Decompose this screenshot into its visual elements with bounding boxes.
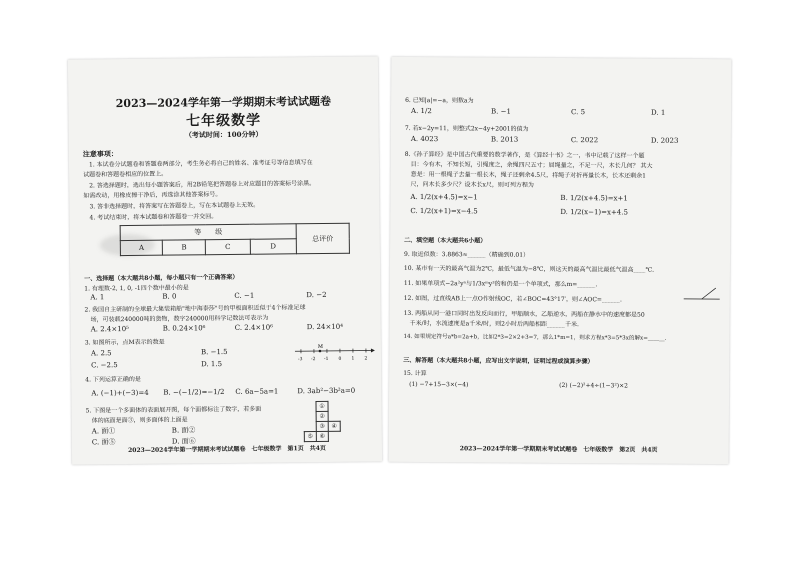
- grade-header: 等 级: [120, 224, 296, 241]
- fill-question-13-line2: 千米/时，水流速度是a千米/时，则2小时后两船相距______千米.: [409, 319, 579, 329]
- page-1-footer: 2023—2024学年第一学期期末考试试题卷 七年级数学 第1页 共4页: [128, 444, 326, 455]
- net-face-2: ②: [316, 411, 328, 421]
- question-8-line: 尺，问木长多少尺？设木长x尺，则可列方程为: [410, 180, 534, 189]
- question-3-stem: 3. 如图所示，点M表示的数是: [84, 338, 165, 347]
- notice-line: 如需改动，用橡皮擦干净后，再选涂其他答案标号。: [83, 191, 222, 200]
- fill-question-9: 9. 取近似数：3.8863≈______（精确到0.01）: [404, 250, 530, 259]
- q5-option-a: A. 面①: [91, 427, 116, 436]
- grade-table: [120, 223, 350, 256]
- q4-option-b: B. −(−1/2)=−1/2: [163, 388, 225, 397]
- exam-page-1: [68, 56, 382, 464]
- page-2-footer: 2023—2024学年第一学期期末考试试题卷 七年级数学 第2页 共4页: [459, 445, 658, 454]
- question-2-stem-line2: 场，可装载240000吨的货物，数字240000用科学记数法可表示为: [90, 314, 269, 324]
- point-m: [319, 350, 322, 353]
- net-face-6: ⑥: [316, 431, 328, 441]
- grade-level-c: C: [206, 239, 251, 254]
- q2-option-a: A. 2.4×10⁵: [90, 325, 129, 334]
- q3-option-b: B. −1.5: [200, 347, 228, 357]
- q3-option-d: D. 1.5: [201, 360, 223, 369]
- q6-option-d: D. 1: [651, 108, 666, 117]
- q1-option-d: D. −2: [306, 290, 327, 300]
- q8-option-d: D. 1/2(x−1)=x+4.5: [560, 208, 628, 217]
- question-8-stem: 8.《孙子算经》是中国古代重要的数学著作，是《算经十书》之一，书中记载了这样一个题: [404, 150, 645, 160]
- q4-option-d: D. 3ab²−3b²a=0: [297, 386, 356, 396]
- fill-question-10: 10. 某市有一天的最高气温为2℃，最低气温为−8℃，则这天的最高气温比最低气温高____℃.: [403, 264, 655, 274]
- section-choice-heading: 一、选择题（本大题共8小题，每小题只有一个正确答案）: [84, 273, 239, 283]
- net-face-4: ④: [328, 421, 340, 431]
- q6-option-b: B. −1: [491, 107, 511, 116]
- exam-page-2: [389, 57, 732, 464]
- question-15-part-1: (1) −7+15−3×(−4): [409, 380, 469, 389]
- net-face-5: ⑤: [304, 432, 316, 442]
- question-8-line: 意是：用一根绳子去量一根长木，绳子还剩余4.5尺，将绳子对折再量长木，长木还剩余1: [410, 170, 646, 180]
- q7-option-b: B. 2013: [490, 135, 519, 144]
- q6-option-a: A. 1/2: [411, 106, 432, 116]
- fill-question-12: 12. 如图，过直线AB上一点O作射线OC，若∠BOC=43°17′，则∠AOC=______.: [403, 294, 622, 304]
- q7-option-c: C. 2022: [570, 136, 599, 145]
- question-1-stem: 1. 有理数-2, 1, 0, -1四个数中最小的是: [84, 284, 189, 293]
- notice-heading: 注意事项：: [82, 149, 118, 159]
- question-15-part-2: (2) (−2)²+4÷(1−3²)×2: [559, 381, 628, 390]
- grade-level-d: D: [250, 239, 297, 254]
- q8-option-a: A. 1/2(x+4.5)=x−1: [410, 192, 478, 202]
- tick-label: -1: [324, 356, 329, 362]
- q1-option-b: B. 0: [162, 292, 177, 301]
- tick-label: -3: [298, 357, 303, 363]
- q3-option-c: C. −2.5: [91, 361, 118, 370]
- q8-option-b: B. 1/2(x+4.5)=x+1: [560, 194, 628, 203]
- fill-question-14: 14. 如果规定符号a*b=2a+b，比如2*3=2×2+3=7，那么1*m=1，则求方程x*3=5*3x的解x=______.: [403, 333, 667, 342]
- notice-line: 4. 考试结束时，将本试题卷和答题卷一并交回。: [89, 213, 218, 222]
- tick-label: 1: [351, 356, 355, 362]
- q8-option-c: C. 1/2(x+1)=x−4.5: [410, 206, 478, 216]
- question-5-stem-line2: 体的底面是面③，则多面体的上面是: [91, 416, 188, 425]
- question-5-stem: 5. 下图是一个多面体的表面展开图，每个面都标注了数字，若多面: [85, 405, 262, 415]
- q4-option-a: A. (−1)+(−3)=4: [91, 388, 149, 398]
- question-7-stem: 7. 若x−2y=11，则整式2x−4y+2001的值为: [404, 124, 529, 133]
- fill-question-11: 11. 如果单项式−2a²yⁿ与1/3xᵐy³的和仍是一个单项式，那么m=______.: [403, 279, 598, 289]
- subject-title: 七年级数学: [185, 112, 262, 130]
- number-line-arrow: [371, 348, 375, 352]
- angle-figure: [682, 285, 722, 303]
- tick-label: 2: [364, 356, 368, 362]
- net-face-1: ①: [316, 401, 328, 411]
- q5-option-c: C. 面⑤: [91, 438, 116, 447]
- q4-option-c: C. 6a−5a=1: [235, 387, 279, 396]
- q5-option-b: B. 面②: [171, 426, 196, 435]
- q2-option-c: C. 2.4×10⁶: [234, 323, 274, 332]
- tick-label: 0: [338, 356, 342, 362]
- question-15-stem: 15. 计算: [403, 369, 427, 378]
- question-2-stem: 2. 我国自主研制的全球最大集装箱船"地中海泰莎"号的甲板面积近似于4个标准足球: [84, 304, 306, 314]
- ray-oc: [702, 288, 716, 299]
- q1-option-c: C. −1: [234, 291, 255, 300]
- point-m-label: M: [317, 343, 324, 351]
- notice-line: 试题卷和答题卷相应的位置上。: [83, 170, 168, 179]
- cube-net-figure: [303, 401, 340, 442]
- notice-line: 2. 答选择题时，选出每小题答案后，用2B铅笔把答题卷上对应题目的答案标号涂黑。: [89, 180, 316, 190]
- q7-option-a: A. 4023: [410, 134, 439, 144]
- grade-level-b: B: [163, 240, 206, 255]
- notice-line: 3. 答非选择题时，将答案写在答题卷上，写在本试题卷上无效。: [89, 201, 260, 211]
- section-solve-heading: 三、解答题（本大题共8小题，应写出文字说明，证明过程或演算步骤）: [403, 356, 594, 366]
- question-6-stem: 6. 已知|a|=−a，则数a为: [405, 96, 474, 105]
- exam-time: （考试时间：100分钟）: [184, 129, 263, 140]
- q2-option-b: B. 0.24×10⁶: [162, 324, 206, 333]
- question-4-stem: 4. 下列运算正确的是: [85, 375, 141, 384]
- q5-option-d: D. 面⑥: [171, 437, 196, 446]
- grade-level-a: A: [120, 240, 162, 255]
- q6-option-c: C. 5: [571, 108, 586, 117]
- question-8-line: 目：今有木，不知长短，引绳度之，余绳四尺五寸；屈绳量之，不足一尺，木长几何？ 其大: [410, 160, 653, 170]
- total-evaluation-header: 总评价: [296, 223, 349, 254]
- q7-option-d: D. 2023: [650, 136, 679, 145]
- q1-option-a: A. 1: [90, 293, 105, 302]
- q3-option-a: A. 2.5: [90, 349, 112, 358]
- section-fill-heading: 二、填空题（本大题共6小题）: [404, 236, 487, 245]
- number-line-axis: [295, 350, 371, 351]
- notice-line: 1. 本试卷分试题卷和答题卷两部分，考生务必将自己的姓名、准考证号等信息填写在: [88, 159, 313, 169]
- exam-title: 2023—2024学年第一学期期末考试试题卷: [115, 94, 332, 111]
- fill-question-13: 13. 两船从同一港口同时出发反向而行，甲船顺水，乙船逆水，两船在静水中的速度都是50: [403, 309, 645, 319]
- net-face-3: ③: [316, 421, 328, 431]
- number-line-figure: [293, 342, 375, 363]
- q2-option-d: D. 24×10⁴: [306, 322, 344, 332]
- tick-label: -2: [311, 357, 316, 363]
